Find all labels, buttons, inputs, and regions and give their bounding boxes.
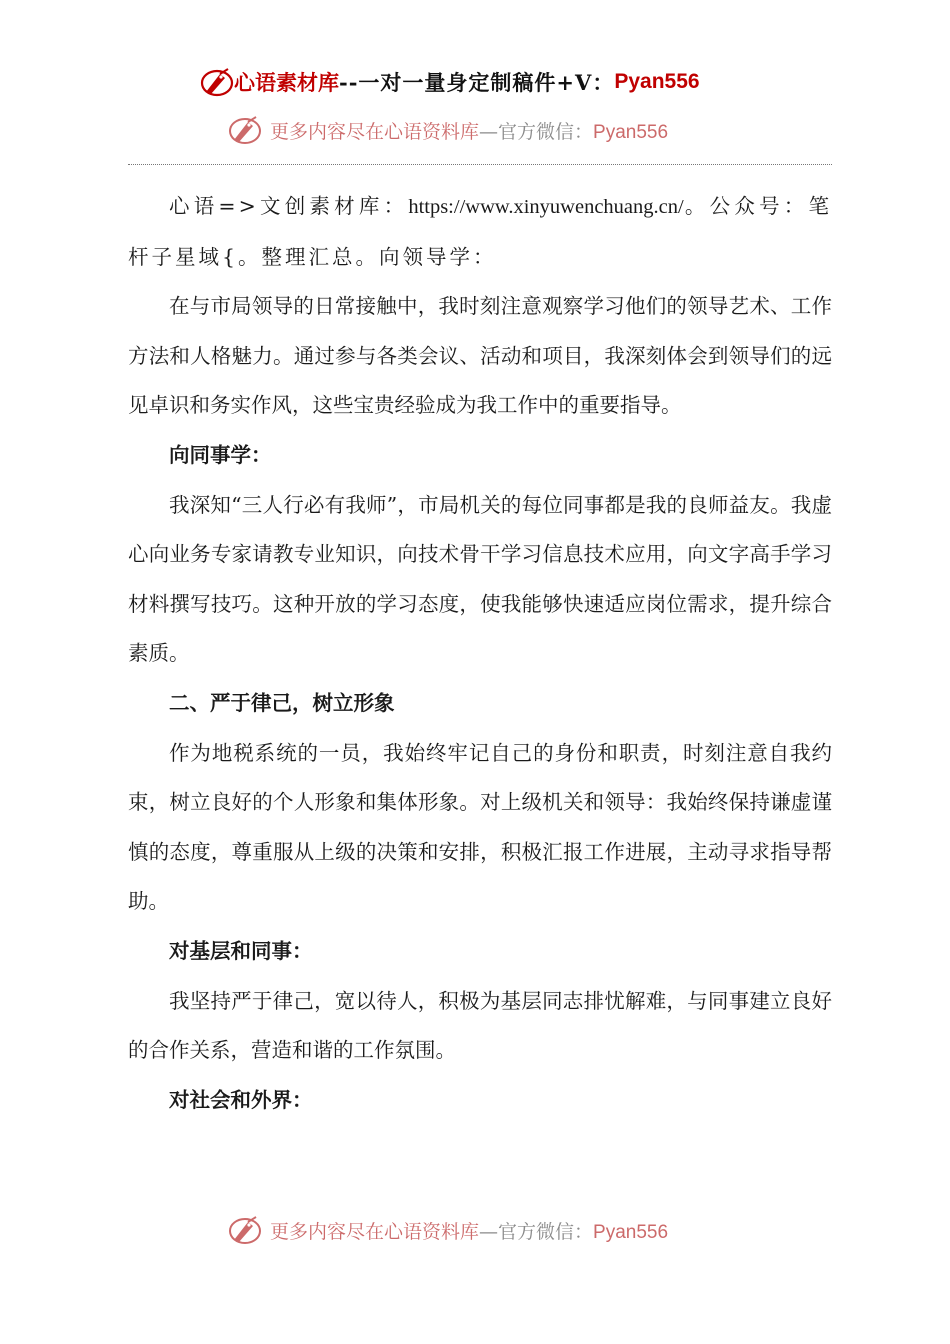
- footer-watermark-wechat: Pyan556: [593, 1221, 669, 1243]
- heading-3: 对基层和同事：: [169, 938, 313, 963]
- heading-2: 二、严于律己，树立形象: [169, 690, 395, 715]
- intro-url: https://www.xinyuwenchuang.cn/: [408, 196, 684, 218]
- watermark-wechat: Pyan556: [593, 121, 669, 143]
- footer-watermark-main: 更多内容尽在心语资料库: [270, 1220, 480, 1243]
- paragraph-1: 在与市局领导的日常接触中，我时刻注意观察学习他们的领导艺术、工作方法和人格魅力。通过参与各类会议、活动和项目，我深刻体会到领导们的远见卓识和务实作风，这些宝贵经验成为我工作中的重要指导。: [128, 294, 832, 418]
- watermark-header: [228, 112, 668, 148]
- header-divider: [128, 164, 832, 165]
- paragraph-2: 我深知“三人行必有我师”，市局机关的每位同事都是我的良师益友。我虚心向业务专家请教专业知识，向技术骨干学习信息技术应用，向文字高手学习材料撰写技巧。这种开放的学习态度，使我能够快速适应岗位需求，提升综合素质。: [128, 492, 832, 666]
- pen-nib-watermark-icon: [228, 114, 264, 146]
- heading-4: 对社会和外界：: [169, 1087, 313, 1112]
- header-brand: 心语素材库: [234, 70, 339, 95]
- page-header: [200, 64, 800, 100]
- paragraph-4: 我坚持严于律己，宽以待人，积极为基层同志排忧解难，与同事建立良好的合作关系，营造和谐的工作氛围。: [128, 988, 832, 1063]
- intro-suffix: 。公众号：笔杆子星域{。整理汇总。向领导学：: [128, 194, 833, 269]
- header-contact: Pyan556: [614, 70, 700, 93]
- footer-watermark-dash: —官方微信：: [479, 1220, 594, 1243]
- paragraph-3: 作为地税系统的一员，我始终牢记自己的身份和职责，时刻注意自我约束，树立良好的个人形象和集体形象。对上级机关和领导：我始终保持谦虚谨慎的态度，尊重服从上级的决策和安排，积极汇报工作进展，主动寻求指导帮助。: [128, 740, 832, 914]
- header-slogan: --一对一量身定制稿件+V：: [339, 70, 615, 95]
- intro-prefix: 心语=>文创素材库：: [169, 194, 409, 218]
- watermark-text: [270, 117, 668, 144]
- pen-nib-logo-icon: [200, 66, 236, 98]
- document-body: [128, 182, 832, 1125]
- watermark-footer: [228, 1212, 668, 1248]
- pen-nib-footer-icon: [228, 1214, 264, 1246]
- intro-paragraph: [128, 182, 832, 282]
- heading-1: 向同事学：: [169, 442, 272, 467]
- watermark-dash: —官方微信：: [479, 120, 594, 143]
- footer-watermark-text: [270, 1217, 668, 1244]
- watermark-main: 更多内容尽在心语资料库: [270, 120, 480, 143]
